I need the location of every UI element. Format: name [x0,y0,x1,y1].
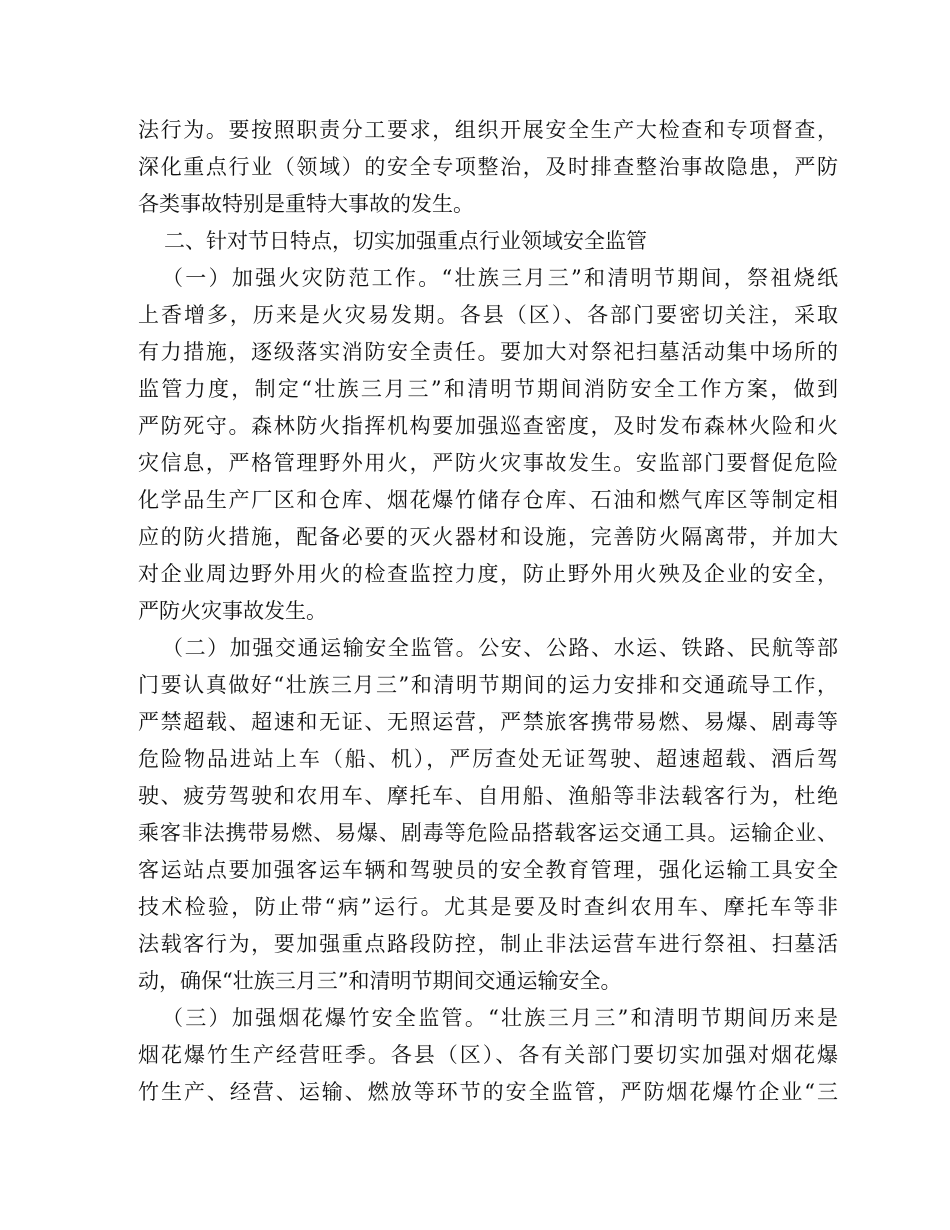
text-line: 各类事故特别是重特大事故的发生。 [138,192,474,216]
text-line: 严防死守。森林防火指挥机构要加强巡查密度，及时发布森林火险和火 [138,414,838,438]
text-line: （二）加强交通运输安全监管。公安、公路、水运、铁路、民航等部 [162,636,838,660]
text-line: 对企业周边野外用火的检查监控力度，防止野外用火殃及企业的安全， [138,562,838,586]
text-line: 门要认真做好“壮族三月三”和清明节期间的运力安排和交通疏导工作， [138,673,838,697]
text-line: 应的防火措施，配备必要的灭火器材和设施，完善防火隔离带，并加大 [138,525,838,549]
section-heading: 二、针对节日特点，切实加强重点行业领域安全监管 [164,229,647,253]
text-line: 严防火灾事故发生。 [138,599,327,623]
text-line: 烟花爆竹生产经营旺季。各县（区）、各有关部门要切实加强对烟花爆 [138,1043,838,1067]
text-line: 客运站点要加强客运车辆和驾驶员的安全教育管理，强化运输工具安全 [138,858,838,882]
text-line: 上香增多，历来是火灾易发期。各县（区）、各部门要密切关注，采取 [138,303,838,327]
text-line: 竹生产、经营、运输、燃放等环节的安全监管，严防烟花爆竹企业“三 [138,1080,838,1104]
text-line: 严禁超载、超速和无证、无照运营，严禁旅客携带易燃、易爆、剧毒等 [138,710,838,734]
text-line: 监管力度，制定“壮族三月三”和清明节期间消防安全工作方案，做到 [138,377,838,401]
text-line: 驶、疲劳驾驶和农用车、摩托车、自用船、渔船等非法载客行为，杜绝 [138,784,838,808]
text-line: 化学品生产厂区和仓库、烟花爆竹储存仓库、石油和燃气库区等制定相 [138,488,838,512]
text-line: （一）加强火灾防范工作。“壮族三月三”和清明节期间，祭祖烧纸 [162,266,838,290]
text-line: 灾信息，严格管理野外用火，严防火灾事故发生。安监部门要督促危险 [138,451,838,475]
text-line: 技术检验，防止带“病”运行。尤其是要及时查纠农用车、摩托车等非 [138,895,838,919]
text-line: 危险物品进站上车（船、机），严厉查处无证驾驶、超速超载、酒后驾 [138,747,838,771]
text-line: 有力措施，逐级落实消防安全责任。要加大对祭祀扫墓活动集中场所的 [138,340,838,364]
text-line: 深化重点行业（领域）的安全专项整治，及时排查整治事故隐患，严防 [138,155,838,179]
text-line: 乘客非法携带易燃、易爆、剧毒等危险品搭载客运交通工具。运输企业、 [138,821,838,845]
text-line: （三）加强烟花爆竹安全监管。“壮族三月三”和清明节期间历来是 [162,1006,838,1030]
text-line: 动，确保“壮族三月三”和清明节期间交通运输安全。 [138,969,622,993]
text-line: 法行为。要按照职责分工要求，组织开展安全生产大检查和专项督查， [138,118,838,142]
text-line: 法载客行为，要加强重点路段防控，制止非法运营车进行祭祖、扫墓活 [138,932,838,956]
